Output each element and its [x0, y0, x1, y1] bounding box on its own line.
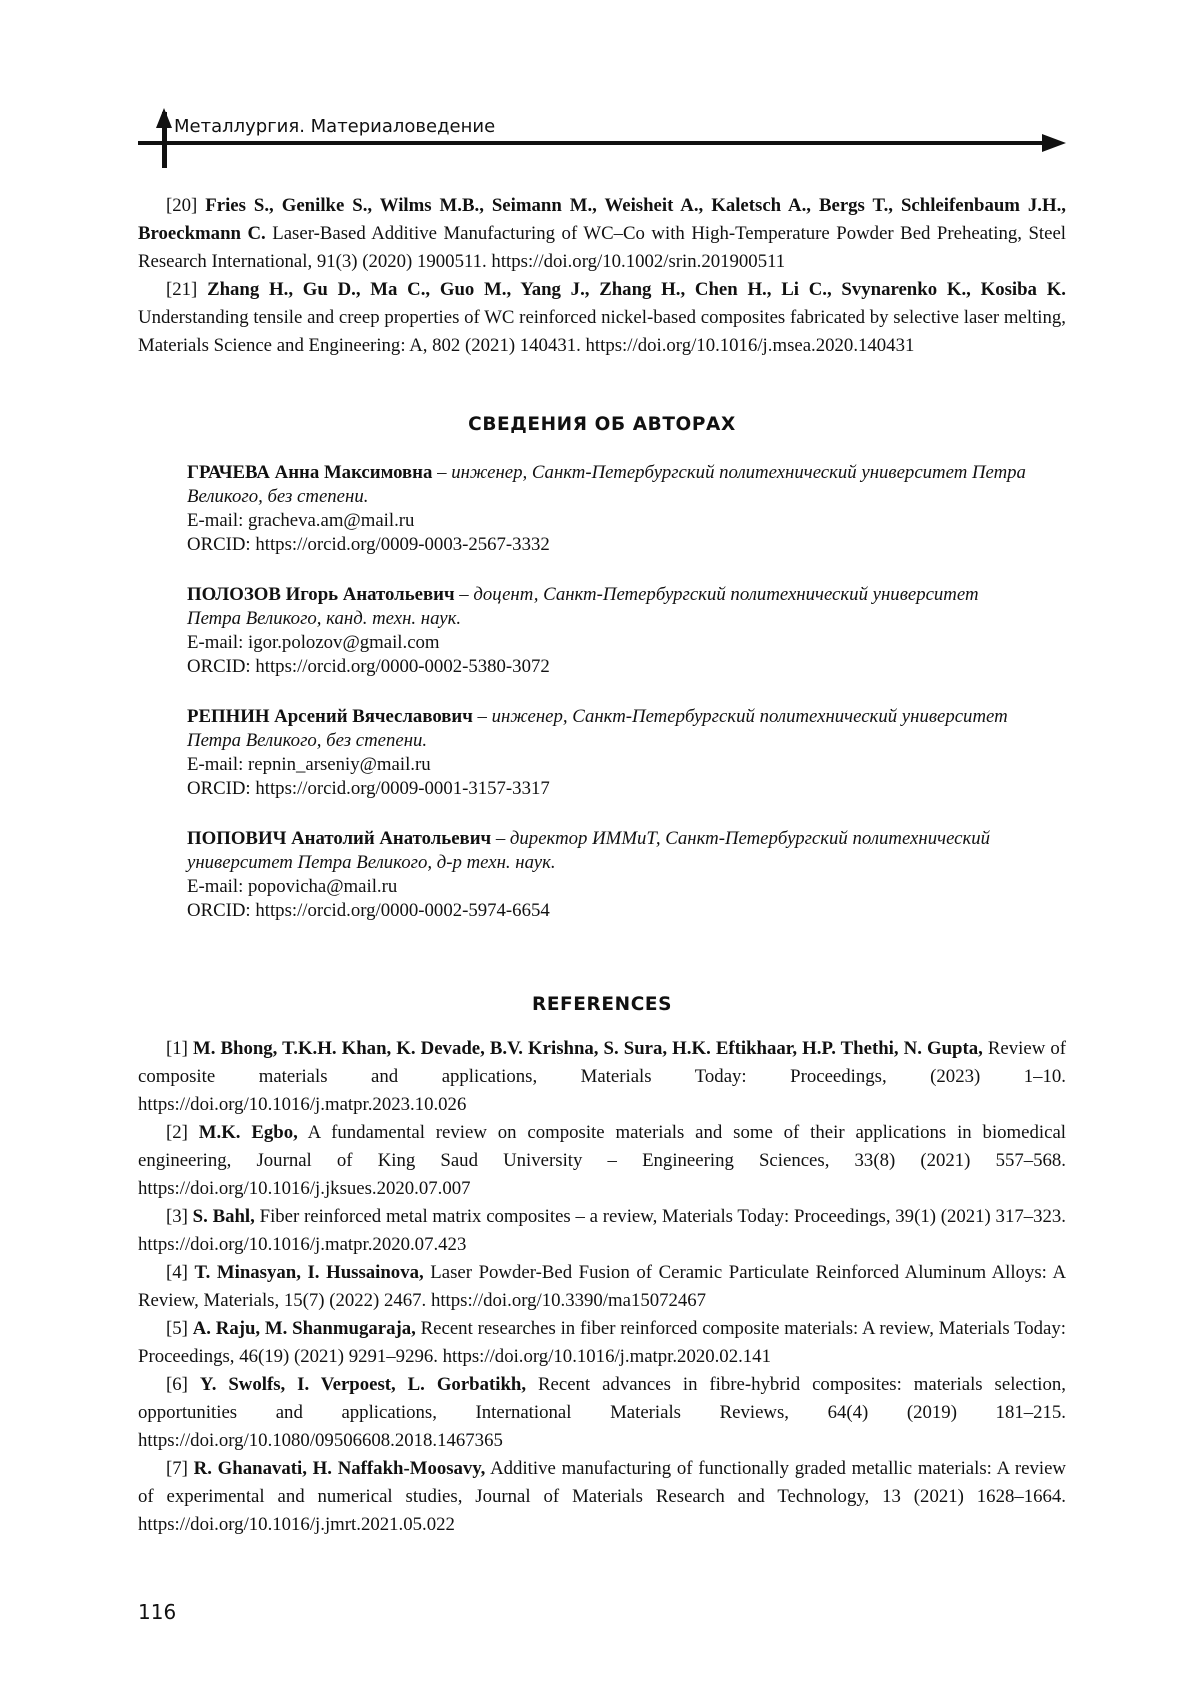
author-position: – инженер, Санкт-Петербургский политехнический университет Петра Великого, без степени. [187, 706, 1008, 751]
reference-text: Fiber reinforced metal matrix composites – a review, Materials Today: Proceedings, 39(1) (2021) 317–323. https://doi.org/10.1016/j.matpr.2020.07.423 [138, 1206, 1066, 1255]
author-surname: РЕПНИН [187, 706, 270, 727]
running-header-title: Металлургия. Материаловедение [174, 116, 496, 137]
reference-text: Laser-Based Additive Manufacturing of WC–Co with High-Temperature Powder Bed Preheating, Steel Research International, 91(3) (2020) 1900511. https://doi.org/10.1002/srin.201900511 [138, 223, 1066, 272]
author-email: E-mail: repnin_arseniy@mail.ru [187, 754, 431, 775]
references-continued [138, 192, 1066, 360]
authors-section [138, 414, 1066, 949]
author-orcid: ORCID: https://orcid.org/0000-0002-5974-6654 [187, 900, 550, 921]
reference-number: [4] [166, 1262, 188, 1283]
reference-item [138, 192, 1066, 276]
author-entry [138, 461, 1027, 557]
references-section [138, 994, 1066, 1539]
reference-authors: Fries S., Genilke S., Wilms M.B., Seimann M., Weisheit A., Kaletsch A., Bergs T., Schleifenbaum J.H., Broeckmann C. [138, 195, 1066, 244]
author-given-names: Игорь Анатольевич [285, 584, 455, 605]
reference-authors: T. Minasyan, I. Hussainova, [194, 1262, 424, 1283]
running-header [138, 108, 1073, 172]
reference-text: Additive manufacturing of functionally graded metallic materials: A review of experimental and numerical studies, Journal of Materials Research and Technology, 13 (2021) 1628–1664. https://doi.org/10.1016/j.jmrt.2021.05.022 [138, 1458, 1066, 1535]
reference-item [138, 1371, 1066, 1455]
author-given-names: Анатолий Анатольевич [291, 828, 492, 849]
reference-number: [7] [166, 1458, 188, 1479]
author-position: – директор ИММиТ, Санкт-Петербургский политехнический университет Петра Великого, д-р техн. наук. [187, 828, 991, 873]
reference-authors: R. Ghanavati, H. Naffakh-Moosavy, [193, 1458, 486, 1479]
author-surname: ГРАЧЕВА [187, 462, 270, 483]
arrow-right-icon [1042, 134, 1066, 152]
references-section-title: REFERENCES [531, 994, 673, 1015]
author-surname: ПОПОВИЧ [187, 828, 287, 849]
reference-number: [5] [166, 1318, 188, 1339]
reference-item [138, 1203, 1066, 1259]
reference-number: [2] [166, 1122, 188, 1143]
author-email: E-mail: igor.polozov@gmail.com [187, 632, 440, 653]
reference-number: [6] [166, 1374, 188, 1395]
reference-number: [1] [166, 1038, 188, 1059]
authors-section-title: СВЕДЕНИЯ ОБ АВТОРАХ [468, 414, 736, 435]
author-given-names: Арсений Вячеславович [274, 706, 473, 727]
reference-authors: M. Bhong, T.K.H. Khan, K. Devade, B.V. Krishna, S. Sura, H.K. Eftikhaar, H.P. Thethi, N. Gupta, [192, 1038, 983, 1059]
reference-number: [21] [166, 279, 198, 300]
author-position: – инженер, Санкт-Петербургский политехнический университет Петра Великого, без степени. [187, 462, 1026, 507]
reference-item [138, 1455, 1066, 1539]
page-number: 116 [138, 1600, 177, 1624]
reference-authors: M.K. Egbo, [198, 1122, 298, 1143]
reference-number: [20] [166, 195, 198, 216]
author-email: E-mail: popovicha@mail.ru [187, 876, 398, 897]
author-position: – доцент, Санкт-Петербургский политехнический университет Петра Великого, канд. техн. наук. [187, 584, 979, 629]
reference-item [138, 1315, 1066, 1371]
author-entry [138, 827, 1027, 923]
reference-item [138, 276, 1066, 360]
reference-text: Recent researches in fiber reinforced composite materials: A review, Materials Today: Proceedings, 46(19) (2021) 9291–9296. https://doi.org/10.1016/j.matpr.2020.02.141 [138, 1318, 1067, 1367]
reference-authors: Zhang H., Gu D., Ma C., Guo M., Yang J., Zhang H., Chen H., Li C., Svynarenko K., Kosiba K. [207, 279, 1066, 300]
reference-text: Recent advances in fibre-hybrid composites: materials selection, opportunities and applications, International Materials Reviews, 64(4) (2019) 181–215. https://doi.org/10.1080/09506608.2018.1467365 [138, 1374, 1066, 1451]
reference-text: Laser Powder-Bed Fusion of Ceramic Particulate Reinforced Aluminum Alloys: A Review, Materials, 15(7) (2022) 2467. https://doi.org/10.3390/ma15072467 [138, 1262, 1067, 1311]
author-orcid: ORCID: https://orcid.org/0000-0002-5380-3072 [187, 656, 550, 677]
reference-text: Review of composite materials and applications, Materials Today: Proceedings, (2023) 1–10. https://doi.org/10.1016/j.matpr.2023.10.026 [138, 1038, 1066, 1115]
reference-text: A fundamental review on composite materials and some of their applications in biomedical engineering, Journal of King Saud University – Engineering Sciences, 33(8) (2021) 557–568. https://doi.org/10.1016/j.jksues.2020.07.007 [138, 1122, 1066, 1199]
reference-authors: S. Bahl, [192, 1206, 255, 1227]
author-orcid: ORCID: https://orcid.org/0009-0003-2567-3332 [187, 534, 550, 555]
header-horizontal-rule [138, 141, 1044, 145]
author-orcid: ORCID: https://orcid.org/0009-0001-3157-3317 [187, 778, 550, 799]
author-given-names: Анна Максимовна [274, 462, 433, 483]
reference-text: Understanding tensile and creep properties of WC reinforced nickel-based composites fabricated by selective laser melting, Materials Science and Engineering: A, 802 (2021) 140431. https://doi.org/10.1016/j.msea.2020.140431 [138, 307, 1066, 356]
header-vertical-rule [162, 112, 167, 168]
author-entry [138, 705, 1027, 801]
reference-item [138, 1035, 1066, 1119]
reference-item [138, 1119, 1066, 1203]
reference-authors: Y. Swolfs, I. Verpoest, L. Gorbatikh, [199, 1374, 527, 1395]
author-email: E-mail: gracheva.am@mail.ru [187, 510, 415, 531]
reference-authors: A. Raju, M. Shanmugaraja, [192, 1318, 416, 1339]
reference-number: [3] [166, 1206, 188, 1227]
author-entry [138, 583, 1027, 679]
author-surname: ПОЛОЗОВ [187, 584, 281, 605]
reference-item [138, 1259, 1066, 1315]
